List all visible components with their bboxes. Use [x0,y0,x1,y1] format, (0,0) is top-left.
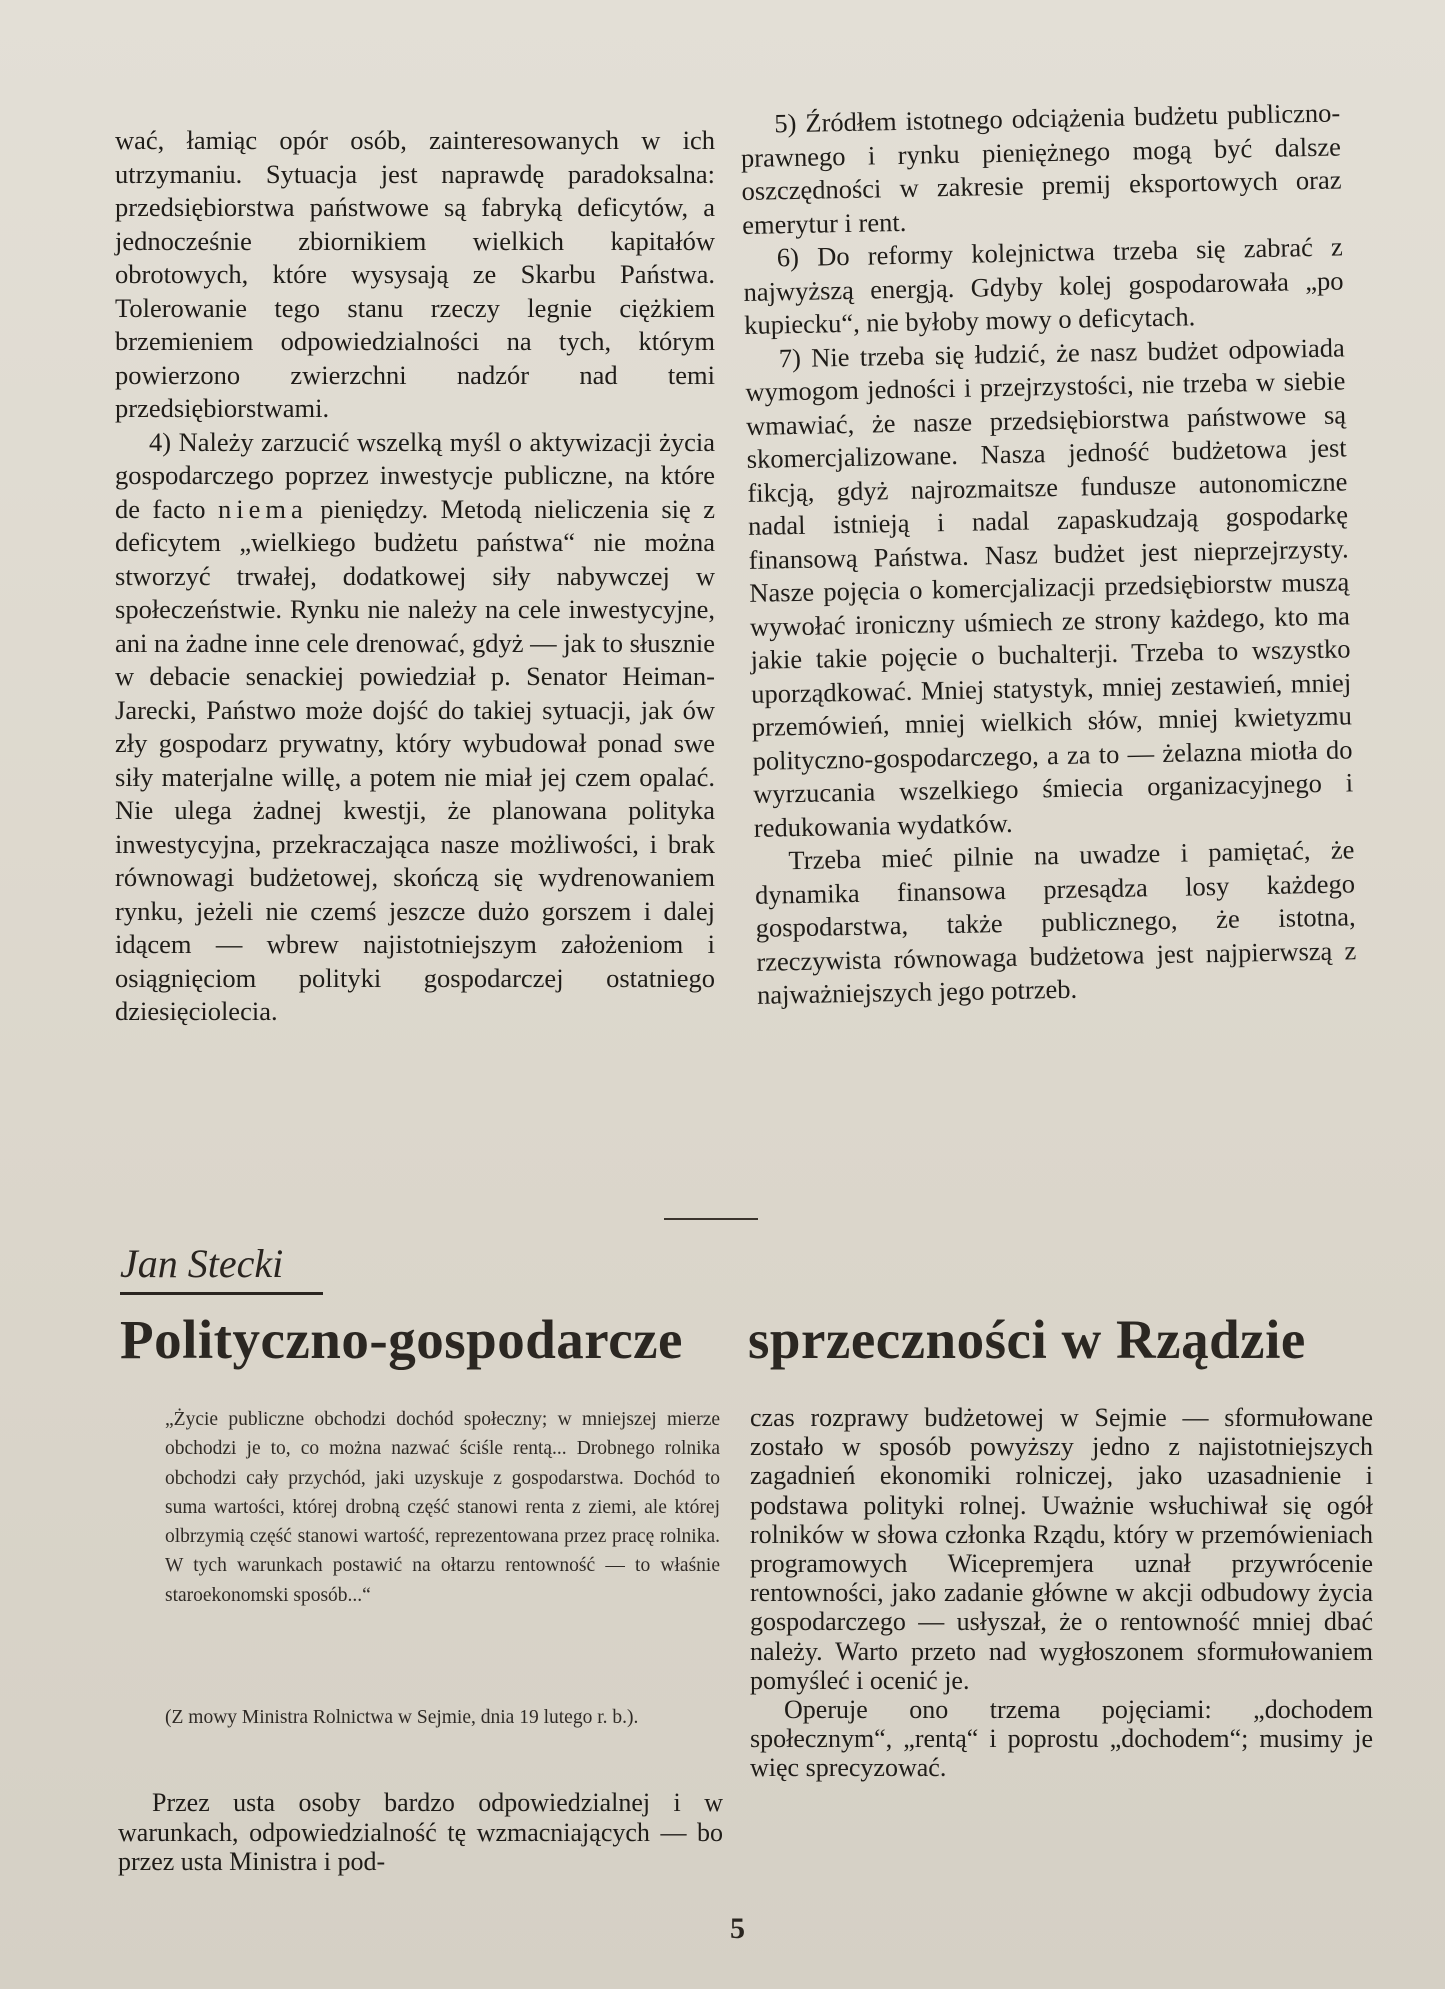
author-underline [120,1292,323,1295]
spaced-emphasis: niema [217,493,308,524]
article-headline-left: Polityczno-gospodarcze [120,1309,683,1370]
top-right-column [740,96,1357,1012]
paragraph-point-7: 7) Nie trzeba się łudzić, że nasz budżet odpowiada wymogom jedności i przejrzystości, nie trzeba w siebie wmawiać, że nasze przedsiębiorstwa państwowe są skomercjalizowane. Nasza jedność budżetowa jest fikcją, gdyż najrozmaitsze fundusze autonomiczne nadal istnieją i nadal zapaskudzają gospodarkę finansową Państwa. Nasz budżet jest nieprzejrzysty. Nasze pojęcia o komercjalizacji przedsiębiorstw muszą wywołać ironiczny uśmiech ze strony każdego, kto ma jakie takie pojęcie o buchalterji. Trzeba to wszystko uporządkować. Mniej statystyk, mniej zestawień, mniej przemówień, mniej wielkich słów, mniej kwietyzmu polityczno-gospodarczego, a za to — żelazna miotła do wyrzucania wszelkiego śmiecia organizacyjnego i redukowania wydatków. [745,331,1354,843]
paragraph-point-4 [115,426,715,1029]
article-author: Jan Stecki [120,1241,284,1286]
article-paragraph: czas rozprawy budżetowej w Sejmie — sformułowane zostało w sposób powyższy jedno z najistotniejszych zagadnień ekonomiki rolniczej, jako uzasadnienie i podstawa polityki rolnej. Uważnie wsłuchiwał się ogół rolników w słowa członka Rządu, który w przemówieniach programowych Wicepremjera uznał przywrócenie rentowności, jako zadanie główne w akcji odbudowy życia gospodarczego — usłyszał, że o rentowność mniej dbać należy. Warto przeto nad wygłoszonem sformułowaniem pomyśleć i ocenić je. [750,1403,1373,1695]
point-4-text: 4) Należy zarzucić wszelką myśl o aktywizacji życia gospodarczego poprzez inwestycje publiczne, na które de facto [115,426,715,524]
top-left-column [115,124,715,1029]
article-paragraph: Przez usta osoby bardzo odpowiedzialnej i w warunkach, odpowiedzialność tę wzmacniających — bo przez usta Ministra i pod- [118,1788,723,1876]
point-4-text-cont: pieniędzy. Metodą nieliczenia się z deficytem „wielkiego budżetu państwa“ nie można stworzyć trwałej, dodatkowej siły nabywczej w społeczeństwie. Rynku nie należy na cele inwestycyjne, ani na żadne inne cele drenować, gdyż — jak to słusznie w debacie senackiej powiedział p. Senator Heiman-Jarecki, Państwo może dojść do takiej sytuacji, jak ów zły gospodarz prywatny, który wybudował ponad swe siły materjalne willę, a potem nie miał jej czem opalać. Nie ulega żadnej kwestji, że planowana polityka inwestycyjna, przekraczająca nasze możliwości, i brak równowagi budżetowej, skończą się wydrenowaniem rynku, jeżeli nie czemś jeszcze dużo gorszem i dalej idącem — wbrew najistotniejszym założeniom i osiągnięciom polityki gospodarczej ostatniego dziesięciolecia. [115,493,716,1026]
article-paragraph: Operuje ono trzema pojęciami: „dochodem społecznym“, „rentą“ i poprostu „dochodem“; musimy je więc sprecyzować. [750,1695,1373,1783]
paragraph-conclusion: Trzeba mieć pilnie na uwadze i pamiętać, że dynamika finansowa przesądza losy każdego gospodarstwa, także publicznego, że istotna, rzeczywista równowaga budżetowa jest najpierwszą z najważniejszych jego potrzeb. [754,834,1357,1010]
epigraph-quote: „Życie publiczne obchodzi dochód społeczny; w mniejszej mierze obchodzi je to, co można nazwać ściśle rentą... Drobnego rolnika obchodzi cały przychód, jaki uzyskuje z gospodarstwa. Dochód to suma wartości, której drobną część stanowi renta z ziemi, ale której olbrzymią część stanowi wartość, reprezentowana przez pracę rolnika. W tych warunkach postawić na ołtarzu rentowność — to właśnie staroekonomski sposób...“ [165,1409,720,1606]
article-body-left [118,1788,723,1877]
page-number: 5 [730,1912,745,1945]
paragraph-continuation: wać, łamiąc opór osób, zainteresowanych w ich utrzymaniu. Sytuacja jest naprawdę paradoksalna: przedsiębiorstwa państwowe są fabryką deficytów, a jednocześnie zbiornikiem wielkich kapitałów obrotowych, które wysysają ze Skarbu Państwa. Tolerowanie tego stanu rzeczy legnie ciężkiem brzemieniem odpowiedzialności na tych, którym powierzono zwierzchni nadzór nad temi przedsiębiorstwami. [115,125,715,423]
paragraph-point-6: 6) Do reformy kolejnictwa trzeba się zabrać z najwyższą energją. Gdyby kolej gospodarowała „po kupiecku“, nie byłoby mowy o deficytach. [743,231,1344,340]
article-body-right [750,1403,1373,1783]
epigraph-source: (Z mowy Ministra Rolnictwa w Sejmie, dnia 19 lutego r. b.). [165,1707,639,1728]
paragraph-point-5: 5) Źródłem istotnego odciążenia budżetu publiczno-prawnego i rynku pieniężnego mogą być dalsze oszczędności w zakresie premij eksportowych oraz emerytur i rent. [740,97,1342,240]
article-headline-right: sprzeczności w Rządzie [748,1309,1306,1370]
section-divider [664,1218,758,1220]
